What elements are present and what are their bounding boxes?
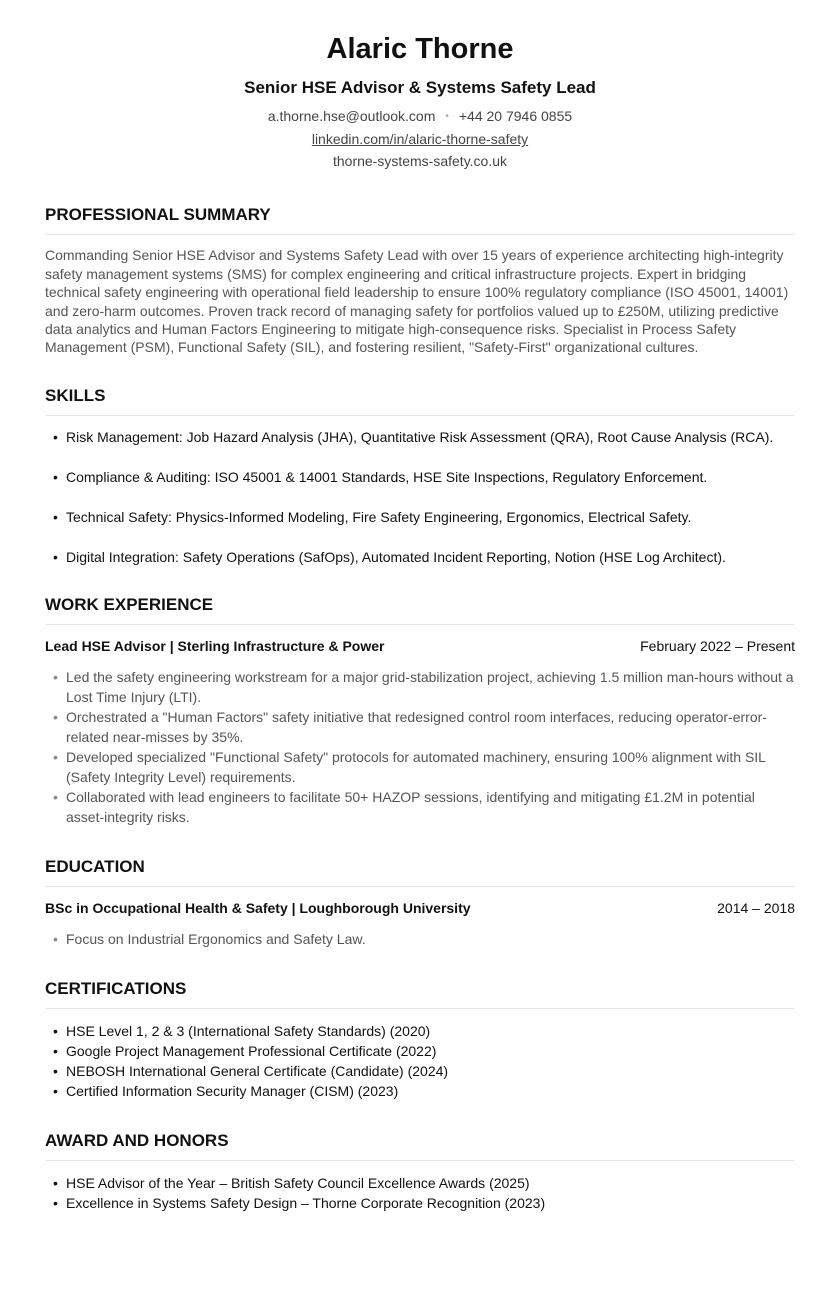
bullet-dot: •: [53, 708, 58, 725]
bullet-dot: •: [53, 1194, 58, 1211]
summary-section: [45, 204, 795, 356]
certifications-section: [45, 978, 795, 1101]
certification-text: HSE Level 1, 2 & 3 (International Safety Standards) (2020): [66, 1022, 431, 1039]
contact-line: [45, 106, 795, 127]
job-bullet-text: Orchestrated a "Human Factors" safety initiative that redesigned control room interfaces, reducing operator-error-related near-misses by 35%.: [66, 708, 767, 745]
skills-heading: SKILLS: [45, 385, 795, 416]
skill-item: [45, 508, 795, 526]
award-item: [45, 1193, 795, 1213]
education-bullets: [45, 929, 795, 949]
job-bullet: [45, 787, 795, 827]
skill-text: Technical Safety: Physics-Informed Modeling, Fire Safety Engineering, Ergonomics, Electrical Safety.: [66, 508, 692, 525]
skill-text: Compliance & Auditing: ISO 45001 & 14001 Standards, HSE Site Inspections, Regulatory Enforcement.: [66, 468, 708, 485]
award-text: Excellence in Systems Safety Design – Thorne Corporate Recognition (2023): [66, 1194, 546, 1211]
candidate-title: Senior HSE Advisor & Systems Safety Lead: [244, 78, 596, 97]
job-bullet-text: Developed specialized "Functional Safety" protocols for automated machinery, ensuring 100% alignment with SIL (Safety Integrity Level) requirements.: [66, 748, 766, 785]
job-bullet-text: Led the safety engineering workstream for a major grid-stabilization project, achieving 1.5 million man-hours without a Lost Time Injury (LTI).: [66, 668, 794, 705]
skill-text: Risk Management: Job Hazard Analysis (JHA), Quantitative Risk Assessment (QRA), Root Cause Analysis (RCA).: [66, 428, 774, 445]
bullet-dot: •: [53, 788, 58, 805]
job-title: Lead HSE Advisor | Sterling Infrastructure & Power: [45, 637, 385, 654]
certification-item: [45, 1021, 795, 1041]
job-bullet: [45, 667, 795, 707]
linkedin-row: [45, 129, 795, 149]
certifications-heading: CERTIFICATIONS: [45, 978, 795, 1009]
award-item: [45, 1173, 795, 1193]
education-heading: EDUCATION: [45, 856, 795, 887]
job-bullet-text: Collaborated with lead engineers to facilitate 50+ HAZOP sessions, identifying and mitigating £1.2M in potential asset-integrity risks.: [66, 788, 755, 825]
awards-section: [45, 1130, 795, 1213]
summary-text: Commanding Senior HSE Advisor and Systems Safety Lead with over 15 years of experience architecting high-integrity safety management systems (SMS) for complex engineering and critical infrastructure projects. Expert in bridging technical safety engineering with operational field leadership to ensure 100% regulatory compliance (ISO 45001, 14001) and zero-harm outcomes. Proven track record of managing safety for portfolios valued up to £250M, utilizing predictive data analytics and Human Factors Engineering to mitigate high-consequence risks. Specialist in Process Safety Management (PSM), Functional Safety (SIL), and fostering resilient, "Safety-First" organizational cultures.: [45, 247, 789, 356]
certification-item: [45, 1061, 795, 1081]
bullet-dot: •: [53, 668, 58, 685]
skill-text: Digital Integration: Safety Operations (SafOps), Automated Incident Reporting, Notion (HSE Log Architect).: [66, 548, 726, 565]
linkedin-link[interactable]: linkedin.com/in/alaric-thorne-safety: [311, 131, 529, 148]
job-date: February 2022 – Present: [640, 637, 795, 654]
bullet-dot: •: [53, 1082, 58, 1099]
certification-item: [45, 1041, 795, 1061]
skills-section: [45, 385, 795, 566]
phone-number[interactable]: +44 20 7946 0855: [458, 108, 573, 124]
summary-heading: PROFESSIONAL SUMMARY: [45, 204, 795, 235]
experience-section: [45, 594, 795, 827]
education-bullet-text: Focus on Industrial Ergonomics and Safety Law.: [66, 930, 366, 947]
skill-item: [45, 548, 795, 566]
bullet-dot: •: [53, 428, 58, 445]
bullet-dot: •: [53, 468, 58, 485]
education-date: 2014 – 2018: [717, 899, 795, 916]
bullet-dot: •: [53, 748, 58, 765]
certifications-list: [45, 1021, 795, 1101]
job-bullets: [45, 667, 795, 827]
degree-title: BSc in Occupational Health & Safety | Loughborough University: [45, 899, 471, 916]
skills-list: [45, 428, 795, 566]
skill-item: [45, 468, 795, 486]
skill-item: [45, 428, 795, 446]
bullet-dot: •: [53, 1174, 58, 1191]
certification-item: [45, 1081, 795, 1101]
candidate-name: Alaric Thorne: [326, 33, 514, 65]
bullet-dot: •: [53, 1042, 58, 1059]
certification-text: Google Project Management Professional Certificate (2022): [66, 1042, 437, 1059]
education-header: [45, 899, 795, 917]
job-bullet: [45, 747, 795, 787]
education-bullet: [45, 929, 795, 949]
bullet-dot: •: [53, 930, 58, 947]
education-section: [45, 856, 795, 949]
job-bullet: [45, 707, 795, 747]
bullet-dot: •: [53, 1022, 58, 1039]
bullet-dot: •: [53, 508, 58, 525]
certification-text: NEBOSH International General Certificate (Candidate) (2024): [66, 1062, 449, 1079]
award-text: HSE Advisor of the Year – British Safety Council Excellence Awards (2025): [66, 1174, 530, 1191]
experience-heading: WORK EXPERIENCE: [45, 594, 795, 625]
website-link[interactable]: thorne-systems-safety.co.uk: [332, 153, 508, 170]
certification-text: Certified Information Security Manager (CISM) (2023): [66, 1082, 399, 1099]
bullet-dot: •: [53, 1062, 58, 1079]
resume-header: [45, 0, 795, 171]
job-header: [45, 637, 795, 655]
awards-heading: AWARD AND HONORS: [45, 1130, 795, 1161]
bullet-dot: •: [53, 548, 58, 565]
awards-list: [45, 1173, 795, 1213]
email-address[interactable]: a.thorne.hse@outlook.com: [267, 108, 436, 124]
contact-separator: •: [445, 111, 449, 123]
website-row: [45, 151, 795, 171]
